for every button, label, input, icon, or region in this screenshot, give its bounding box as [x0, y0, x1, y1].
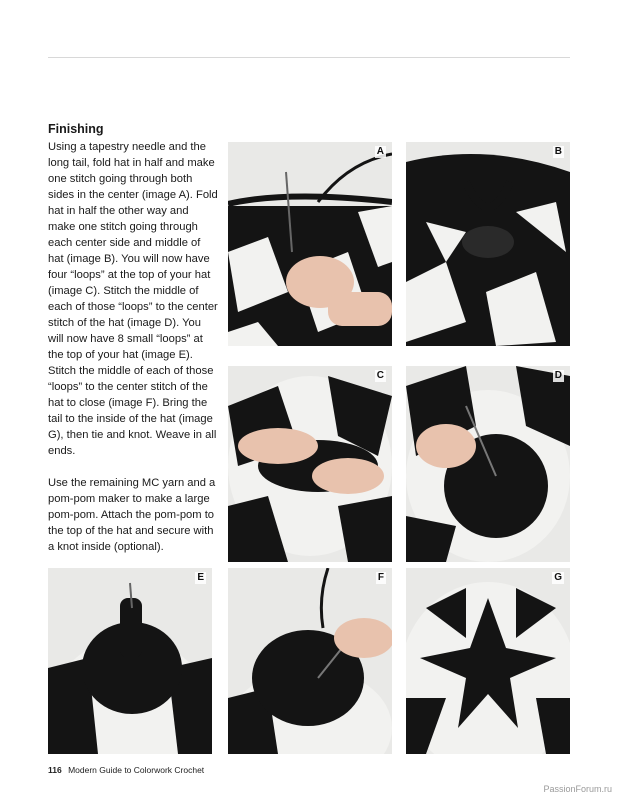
photo-c — [228, 366, 392, 562]
instructions-paragraph: Using a tapestry needle and the long tail, fold hat in half and make one stitch going through both sides in the center (image A). Fold hat in half the other way and make one stitch going through each center side and middle of hat (image B). You will now have four “loops” at the top of your hat (image C). Stitch the middle of each of those “loops” to the center stitch of the hat (image D). You will now have 8 small “loops” at the top of your hat (image E). Stitch the middle of each of those “loops” to the center stitch of the hat to close (image F). Bring the tail to the inside of the hat (image G), then tie and knot. Weave in all ends. — [48, 141, 218, 457]
photo-e-label: E — [197, 572, 204, 583]
text-column — [48, 121, 218, 555]
photo-e — [48, 568, 212, 754]
photo-d-label: D — [554, 370, 562, 381]
photo-b-label: B — [554, 146, 562, 157]
pom-pom-paragraph: Use the remaining MC yarn and a pom-pom maker to make a large pom-pom. Attach the pom-pom to the top of the hat and secure with a knot inside (optional). — [48, 477, 216, 553]
photo-e-image — [48, 568, 212, 754]
section-heading: Finishing — [48, 122, 104, 136]
photo-g-image — [406, 568, 570, 754]
photo-a — [228, 142, 392, 346]
photo-f-label: F — [377, 572, 384, 583]
photo-d — [406, 366, 570, 562]
photo-c-image — [228, 366, 392, 562]
top-rule — [48, 57, 570, 58]
photo-b — [406, 142, 570, 346]
page-footer — [48, 765, 204, 775]
book-title: Modern Guide to Colorwork Crochet — [68, 765, 205, 775]
photo-g-label: G — [554, 572, 562, 583]
page-number: 116 — [48, 765, 62, 775]
photo-a-label: A — [376, 146, 384, 157]
photo-c-label: C — [376, 370, 384, 381]
photo-d-image — [406, 366, 570, 562]
photo-f-image — [228, 568, 392, 754]
photo-f — [228, 568, 392, 754]
watermark: PassionForum.ru — [543, 784, 612, 794]
photo-g — [406, 568, 570, 754]
photo-a-image — [228, 142, 392, 346]
photo-b-image — [406, 142, 570, 346]
